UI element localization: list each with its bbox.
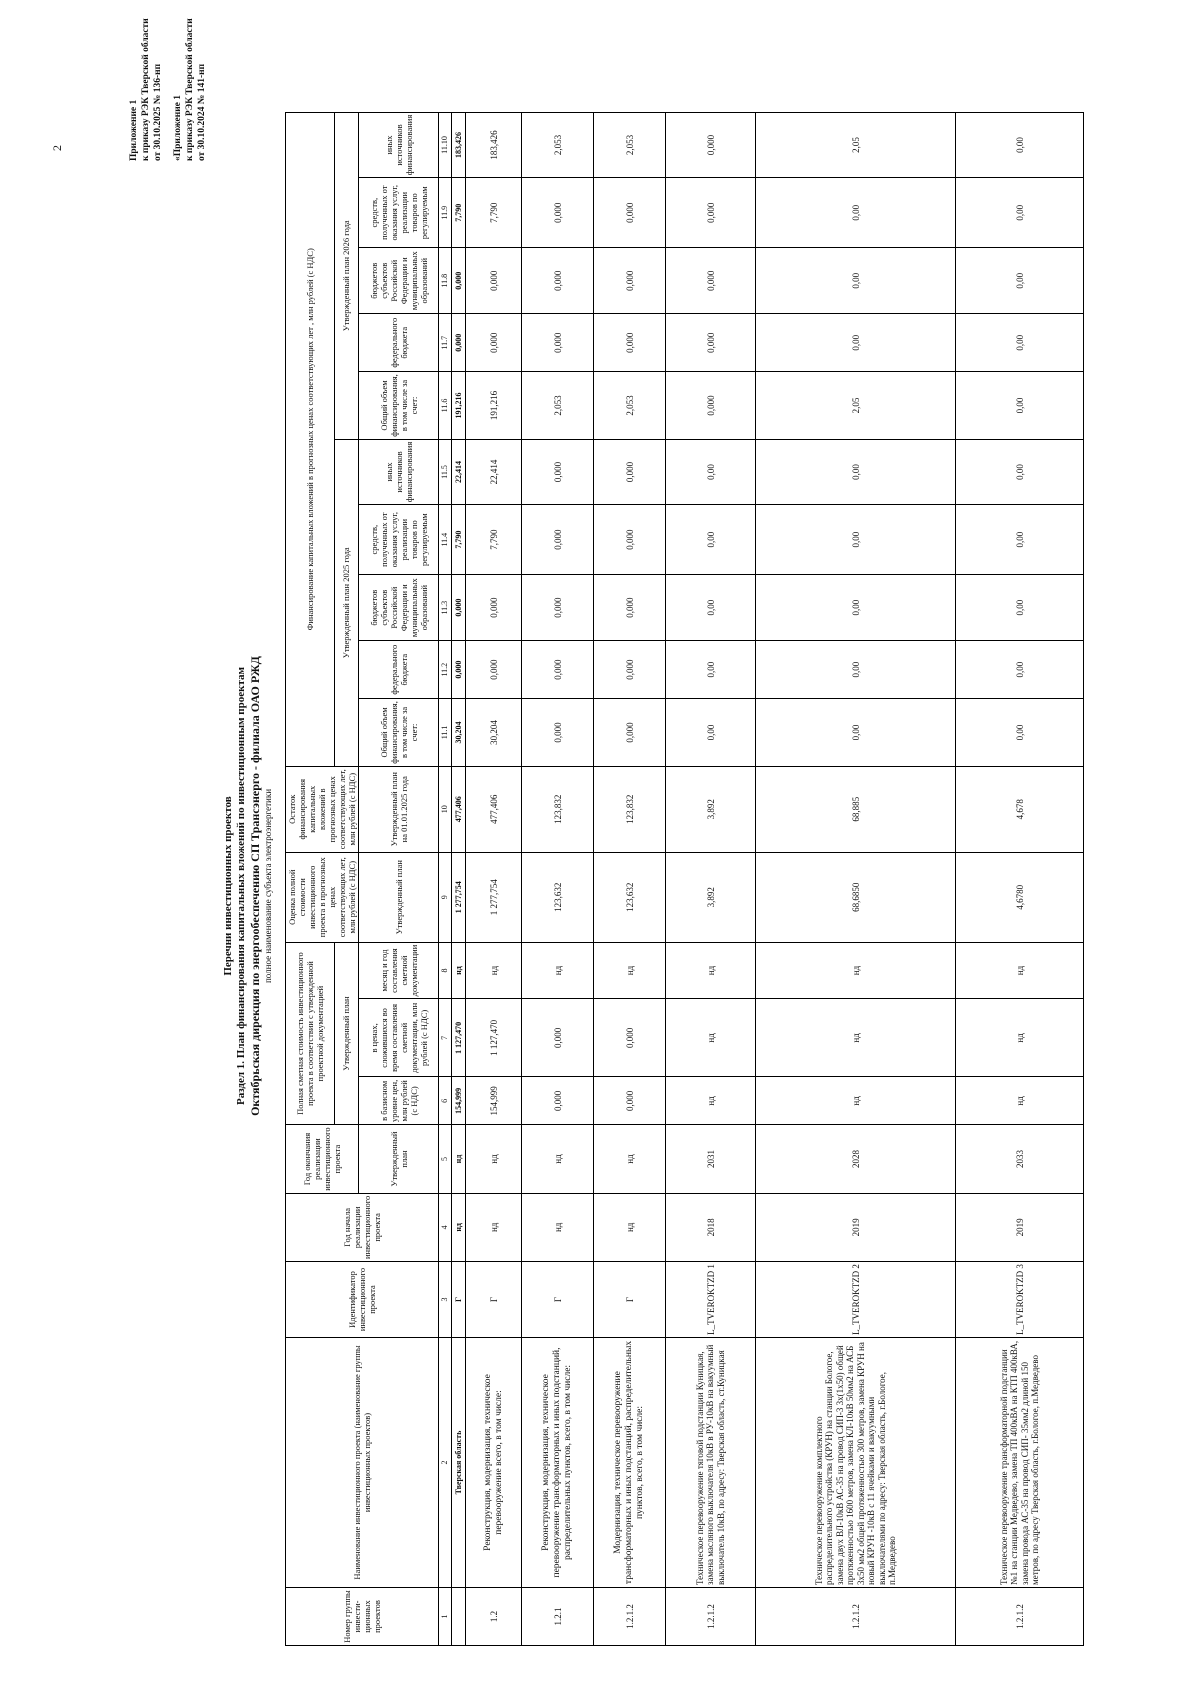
row-value: 1 127,470: [466, 999, 522, 1077]
region-cell: [452, 1588, 466, 1646]
row-project-name: Реконструкция, модернизация, техническое перевооружение всего, в том числе:: [466, 1338, 522, 1588]
column-number: 11.10: [439, 112, 452, 177]
row-value: 0,00: [956, 505, 1084, 575]
region-value: 0,000: [452, 575, 466, 641]
row-value: 0,000: [594, 248, 666, 314]
row-value: 0,000: [594, 699, 666, 767]
row-value: 0,000: [594, 314, 666, 372]
row-project-name: Техническое перевооружение трансформаторной подстанции №1 на станции Медведево, замена ТП 400кВА на КТП 400кВА, замена провода АС-35 на провод СИП- 35мм2 длиной 150 метров, по адресу Тверская область, г.Бологое, п.Медведево: [956, 1338, 1084, 1588]
header-end-year-plan: Утвержденный план: [359, 1125, 439, 1193]
row-project-name: Реконструкция, модернизация, техническое перевооружение трансформаторных и иных подстанций, распределительных пунктов, всего, в том числе:: [522, 1338, 594, 1588]
row-value: 0,00: [956, 372, 1084, 440]
row-value: 0,000: [666, 112, 756, 177]
row-value: Г: [466, 1262, 522, 1338]
row-value: 0,000: [522, 439, 594, 504]
row-value: 4,678: [956, 766, 1084, 852]
region-value: 477,406: [452, 766, 466, 852]
column-number: 11.4: [439, 505, 452, 575]
header-remaining: Остаток финансирования капитальных вложений в прогнозных ценах соответствующих лет, млн рублей (с НДС): [286, 766, 359, 852]
row-value: 2019: [756, 1193, 956, 1261]
row-value: 123,832: [522, 766, 594, 852]
row-value: 0,000: [594, 439, 666, 504]
header-full-cost: Оценка полной стоимости инвестиционного проекта в прогнозных ценах соответствующих лет, млн рублей (с НДС): [286, 852, 359, 942]
row-value: 0,000: [522, 575, 594, 641]
header-estimate-cost: Полная сметная стоимость инвестиционного проекта в соответствии с утвержденной проектной документацией: [286, 942, 335, 1125]
row-value: нд: [466, 942, 522, 999]
row-value: 0,000: [666, 248, 756, 314]
table-row: [522, 112, 594, 1645]
row-value: 2033: [956, 1125, 1084, 1193]
table-row: [594, 112, 666, 1645]
table-row: [756, 112, 956, 1645]
row-value: 68,885: [756, 766, 956, 852]
header-group-number: Номер группы инвести-ционных проектов: [286, 1588, 439, 1646]
region-value: 7,790: [452, 505, 466, 575]
row-value: 0,00: [756, 575, 956, 641]
row-value: нд: [594, 1125, 666, 1193]
table-row: [956, 112, 1084, 1645]
region-value: 7,790: [452, 178, 466, 248]
row-value: 2,053: [522, 112, 594, 177]
region-value: 0,000: [452, 641, 466, 699]
row-value: 0,00: [956, 641, 1084, 699]
row-value: нд: [756, 999, 956, 1077]
title-block: [222, 196, 274, 1576]
row-value: нд: [522, 1193, 594, 1261]
title-line-4: полное наименование субъекта электроэнергетики: [263, 788, 273, 984]
data-rows: [466, 112, 1084, 1645]
row-value: 0,000: [666, 178, 756, 248]
row-value: 0,000: [522, 248, 594, 314]
header-estimate-date: месяц и год составления сметной документации: [359, 942, 439, 999]
row-value: 2,053: [594, 372, 666, 440]
row-value: 0,00: [756, 314, 956, 372]
table-row: [466, 112, 522, 1645]
row-value: 2018: [666, 1193, 756, 1261]
row-value: 0,00: [956, 248, 1084, 314]
row-value: 477,406: [466, 766, 522, 852]
row-value: нд: [956, 999, 1084, 1077]
row-value: 154,999: [466, 1077, 522, 1125]
row-value: 2,05: [756, 372, 956, 440]
row-value: 0,000: [522, 699, 594, 767]
appendix-block: [128, 18, 208, 161]
appendix-line: от 30.10.2024 № 141-нп: [197, 63, 207, 161]
header-financing: Финансирование капитальных вложений в прогнозных ценах соответствующих лет , млн рублей (с НДС): [286, 112, 335, 766]
row-value: 0,000: [594, 178, 666, 248]
investment-table: [285, 112, 1084, 1646]
row-value: 2031: [666, 1125, 756, 1193]
row-value: 0,000: [522, 505, 594, 575]
column-number: 7: [439, 999, 452, 1077]
header-2025-total: Общий объем финансирования, в том числе за счет:: [359, 699, 439, 767]
row-value: 0,000: [522, 641, 594, 699]
header-base-prices: в базисном уровне цен, млн рублей (с НДС): [359, 1077, 439, 1125]
row-value: 0,00: [956, 699, 1084, 767]
region-row: [452, 112, 466, 1645]
row-value: 0,00: [756, 248, 956, 314]
row-value: 0,000: [594, 1077, 666, 1125]
row-value: 123,832: [594, 766, 666, 852]
header-2026-total: Общий объем финансирования, в том числе за счет:: [359, 372, 439, 440]
title-line-3: Октябрьская дирекция по энергообеспечению СП Трансэнерго - филиала ОАО РЖД: [248, 656, 262, 1116]
region-value: 0,000: [452, 248, 466, 314]
header-plan-2025: Утвержденный план 2025 года: [334, 439, 358, 766]
row-value: 4,6780: [956, 852, 1084, 942]
row-value: 0,00: [956, 575, 1084, 641]
row-value: 0,000: [594, 505, 666, 575]
row-project-name: Техническое перевооружение тяговой подстанции Куницкая, замена масляного выключателя 10кВ в РУ-10кВ на вакуумный выключатель 10кВ, по адресу: Тверская область, ст.Куницкая: [666, 1338, 756, 1588]
row-value: 0,00: [666, 641, 756, 699]
region-value: 1 277,754: [452, 852, 466, 942]
row-value: 0,00: [956, 178, 1084, 248]
appendix-line: [164, 18, 172, 161]
row-value: 0,00: [956, 314, 1084, 372]
row-value: 0,00: [756, 178, 956, 248]
row-value: нд: [466, 1193, 522, 1261]
row-value: Г: [522, 1262, 594, 1338]
header-2025-services: средств, полученных от оказания услуг, реализации товаров по регулируемым: [359, 505, 439, 575]
row-value: 30,204: [466, 699, 522, 767]
header-full-cost-plan: Утвержденный план: [359, 852, 439, 942]
row-value: нд: [666, 999, 756, 1077]
region-value: нд: [452, 1193, 466, 1261]
region-value: 191,216: [452, 372, 466, 440]
header-2025-other: иных источников финансирования: [359, 439, 439, 504]
row-value: нд: [522, 942, 594, 999]
row-value: 3,892: [666, 766, 756, 852]
appendix-line: Приложение 1: [129, 99, 139, 161]
region-value: 154,999: [452, 1077, 466, 1125]
column-number: 5: [439, 1125, 452, 1193]
region-value: 1 127,470: [452, 999, 466, 1077]
row-value: 191,216: [466, 372, 522, 440]
column-number: 10: [439, 766, 452, 852]
column-number: 8: [439, 942, 452, 999]
row-value: 1 277,754: [466, 852, 522, 942]
appendix-line: к приказу РЭК Тверской области: [185, 18, 195, 161]
row-value: 0,000: [666, 372, 756, 440]
row-value: 0,000: [594, 641, 666, 699]
column-number: 9: [439, 852, 452, 942]
header-2026-other: иных источников финансирования: [359, 112, 439, 177]
row-value: Г: [594, 1262, 666, 1338]
column-number: 11.1: [439, 699, 452, 767]
region-value: 183,426: [452, 112, 466, 177]
row-value: 0,00: [666, 439, 756, 504]
row-value: 0,00: [666, 505, 756, 575]
appendix-line: «Приложение 1: [173, 94, 183, 161]
header-remaining-plan: Утвержденный план на 01.01.2025 года: [359, 766, 439, 852]
region-value: 30,204: [452, 699, 466, 767]
column-number: 11.8: [439, 248, 452, 314]
row-value: 0,00: [666, 699, 756, 767]
row-value: 0,00: [756, 699, 956, 767]
row-value: 7,790: [466, 505, 522, 575]
row-value: нд: [666, 942, 756, 999]
header-start-year: Год начала реализации инвестиционного проекта: [286, 1193, 439, 1261]
appendix-line: от 30.10.2025 № 136-нп: [153, 63, 163, 161]
row-value: 0,00: [756, 505, 956, 575]
row-value: L_TVEROKTZD 1: [666, 1262, 756, 1338]
header-identifier: Идентификатор инвестиционного проекта: [286, 1262, 439, 1338]
row-value: 2028: [756, 1125, 956, 1193]
column-number: 6: [439, 1077, 452, 1125]
row-value: 0,000: [594, 575, 666, 641]
row-value: нд: [666, 1077, 756, 1125]
row-value: нд: [466, 1125, 522, 1193]
title-line-2: Раздел 1. План финансирования капитальных вложений по инвестиционным проектам: [235, 666, 247, 1106]
column-number: 1: [439, 1588, 452, 1646]
table-row: [666, 112, 756, 1645]
row-value: 123,632: [594, 852, 666, 942]
row-number: 1.2.1: [522, 1588, 594, 1646]
header-project-name: Наименование инвестиционного проекта (наименование группы инвестиционных проектов): [286, 1338, 439, 1588]
column-number: 4: [439, 1193, 452, 1261]
region-value: нд: [452, 1125, 466, 1193]
header-2025-federal: федерального бюджета: [359, 641, 439, 699]
row-value: 0,000: [594, 999, 666, 1077]
header-end-year: Год окончания реализации инвестиционного проекта: [286, 1125, 359, 1193]
header-current-prices: в ценах, сложившихся во время составления сметной документации, млн рублей (с НДС): [359, 999, 439, 1077]
row-number: 1.2.1.2: [666, 1588, 756, 1646]
row-value: 2,053: [522, 372, 594, 440]
header-estimate-plan: Утвержденный план: [334, 942, 358, 1125]
row-value: 183,426: [466, 112, 522, 177]
row-value: 123,632: [522, 852, 594, 942]
page-number: 2: [50, 145, 64, 151]
row-value: 3,892: [666, 852, 756, 942]
header-2026-regional: бюджетов субъектов Российской Федерации и муниципальных образований: [359, 248, 439, 314]
row-value: L_TVEROKTZD 2: [756, 1262, 956, 1338]
row-value: 0,000: [522, 999, 594, 1077]
row-value: 0,00: [756, 439, 956, 504]
appendix-line: к приказу РЭК Тверской области: [141, 18, 151, 161]
row-project-name: Техническое перевооружение комплектного распределительного устройства (КРУН) на станции Бологое, замена двух ВЛ-10кВ АС-35 на провод СИП-3 3х(1х50) общей протяженностью 1600 метров, замена КЛ-10кВ 50мм2 на АСБ 3х50 мм2 общей протяженностью 300 метров, замена КРУН на новый КРУН -10кВ с 11 ячейками и вакуумными выключателями по адресу: Тверская область, г.Бологое, п.Медведево: [756, 1338, 956, 1588]
row-value: 0,000: [666, 314, 756, 372]
region-value: нд: [452, 942, 466, 999]
row-number: 1.2.1.2: [594, 1588, 666, 1646]
row-value: 0,000: [466, 248, 522, 314]
row-value: 0,00: [956, 439, 1084, 504]
column-number: 2: [439, 1338, 452, 1588]
row-value: 0,000: [466, 314, 522, 372]
region-value: 22,414: [452, 439, 466, 504]
row-value: 2,05: [756, 112, 956, 177]
row-value: нд: [756, 942, 956, 999]
row-value: L_TVEROKTZD 3: [956, 1262, 1084, 1338]
row-number: 1.2: [466, 1588, 522, 1646]
column-number: 11.5: [439, 439, 452, 504]
column-number: 11.3: [439, 575, 452, 641]
region-value: 0,000: [452, 314, 466, 372]
row-value: 0,00: [956, 112, 1084, 177]
row-project-name: Модернизация, техническое перевооружение трансформаторных и иных подстанций, распределительных пунктов, всего, в том числе:: [594, 1338, 666, 1588]
header-plan-2026: Утвержденный план 2026 года: [334, 112, 358, 439]
row-value: 0,000: [466, 641, 522, 699]
row-value: 0,00: [666, 575, 756, 641]
row-value: 2019: [956, 1193, 1084, 1261]
row-value: нд: [956, 1077, 1084, 1125]
row-value: 68,6850: [756, 852, 956, 942]
region-value: Г: [452, 1262, 466, 1338]
row-value: нд: [594, 942, 666, 999]
row-value: 7,790: [466, 178, 522, 248]
row-value: 0,00: [756, 641, 956, 699]
column-number: 11.9: [439, 178, 452, 248]
row-value: 2,053: [594, 112, 666, 177]
row-number: 1.2.1.2: [756, 1588, 956, 1646]
row-value: 0,000: [522, 178, 594, 248]
row-number: 1.2.1.2: [956, 1588, 1084, 1646]
header-2026-federal: федерального бюджета: [359, 314, 439, 372]
column-number: 11.7: [439, 314, 452, 372]
row-value: 22,414: [466, 439, 522, 504]
row-value: нд: [756, 1077, 956, 1125]
row-value: нд: [594, 1193, 666, 1261]
header-2026-services: средств, полученных от оказания услуг, реализации товаров по регулируемым: [359, 178, 439, 248]
row-value: 0,000: [466, 575, 522, 641]
column-number: 3: [439, 1262, 452, 1338]
row-value: нд: [522, 1125, 594, 1193]
column-number: 11.6: [439, 372, 452, 440]
row-value: нд: [956, 942, 1084, 999]
row-value: 0,000: [522, 314, 594, 372]
region-name: Тверская область: [452, 1338, 466, 1588]
column-number-row: [439, 112, 452, 1645]
title-line-1: Перечни инвестиционных проектов: [222, 796, 234, 976]
column-number: 11.2: [439, 641, 452, 699]
header-2025-regional: бюджетов субъектов Российской Федерации и муниципальных образований: [359, 575, 439, 641]
row-value: 0,000: [522, 1077, 594, 1125]
